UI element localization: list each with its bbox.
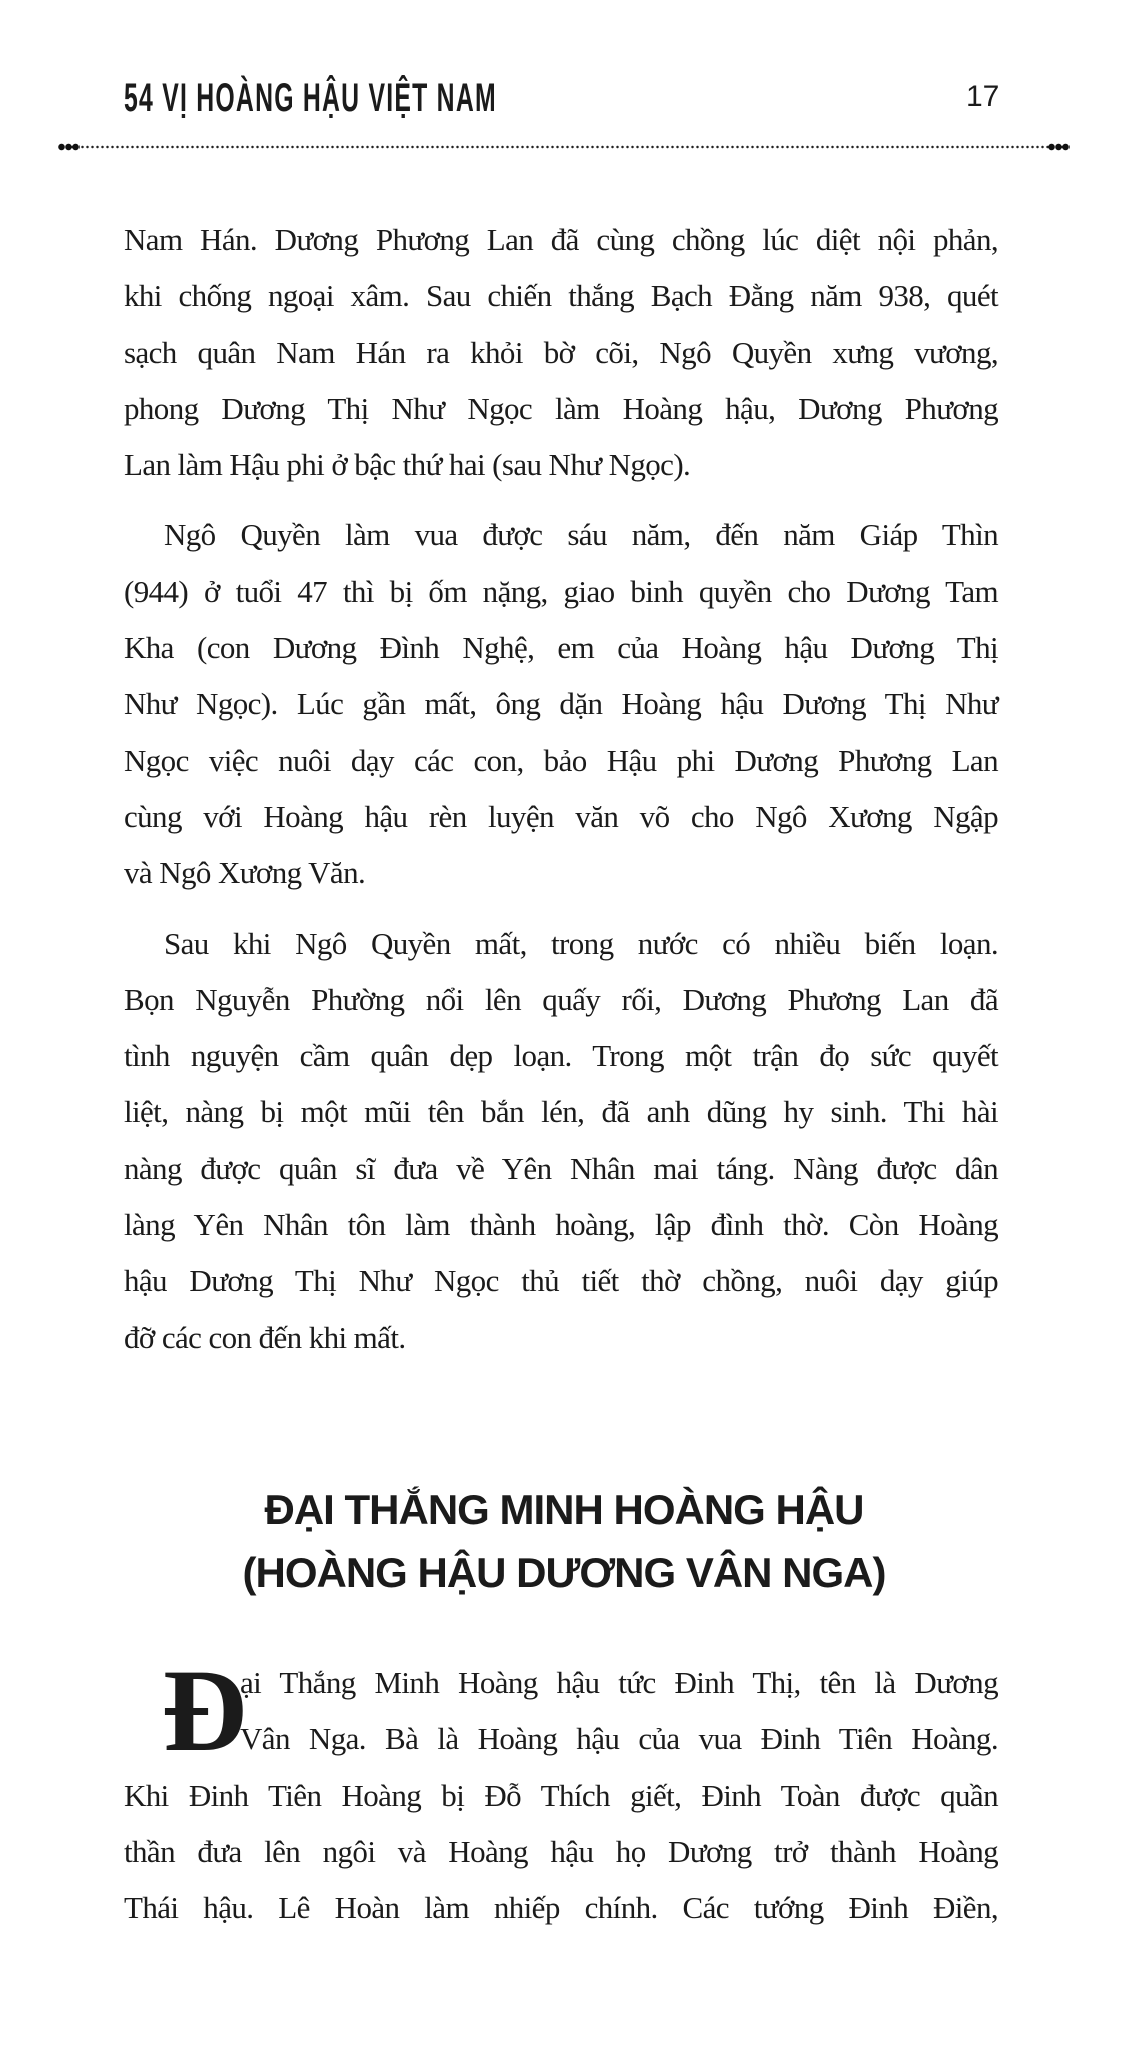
text-line: Kha (con Dương Đình Nghệ, em của Hoàng hậu Dương Thị [124,630,998,666]
text-line: Ngô Quyền làm vua được sáu năm, đến năm Giáp Thìn [164,517,998,553]
text-line: (944) ở tuổi 47 thì bị ốm nặng, giao binh quyền cho Dương Tam [124,573,998,609]
body-text [124,212,998,1380]
header-dotted-rule [60,144,1068,150]
text-line: sạch quân Nam Hán ra khỏi bờ cõi, Ngô Quyền xưng vương, [124,334,998,370]
text-line: hậu Dương Thị Như Ngọc thủ tiết thờ chồng, nuôi dạy giúp [124,1263,998,1299]
text-line: nàng được quân sĩ đưa về Yên Nhân mai táng. Nàng được dân [124,1150,998,1186]
text-line: và Ngô Xương Văn. [124,855,366,891]
drop-cap: Đ [162,1645,248,1776]
paragraph [124,916,998,1366]
text-line: Khi Đinh Tiên Hoàng bị Đỗ Thích giết, Đinh Toàn được quần [124,1777,998,1813]
paragraph [124,507,998,901]
text-line: Như Ngọc). Lúc gần mất, ông dặn Hoàng hậu Dương Thị Như [124,686,998,722]
text-line: Thái hậu. Lê Hoàn làm nhiếp chính. Các tướng Đinh Điền, [124,1890,998,1926]
page-number: 17 [966,80,1000,113]
text-line: khi chống ngoại xâm. Sau chiến thắng Bạch Đằng năm 938, quét [124,278,998,314]
text-line: Ngọc việc nuôi dạy các con, bảo Hậu phi Dương Phương Lan [124,742,998,778]
text-line: Sau khi Ngô Quyền mất, trong nước có nhiều biến loạn. [164,925,998,961]
text-line: cùng với Hoàng hậu rèn luyện văn võ cho Ngô Xương Ngập [124,798,998,834]
section-body [124,1645,998,1936]
section-heading-line-2: (HOÀNG HẬU DƯƠNG VÂN NGA) [242,1549,886,1596]
section-heading [0,1478,1128,1604]
text-line: Nam Hán. Dương Phương Lan đã cùng chồng lúc diệt nội phản, [124,222,998,257]
text-line: thần đưa lên ngôi và Hoàng hậu họ Dương trở thành Hoàng [124,1833,998,1869]
text-line: Lan làm Hậu phi ở bậc thứ hai (sau Như Ngọc). [124,447,691,483]
running-header-title: 54 VỊ HOÀNG HẬU VIỆT NAM [124,76,497,120]
paragraph [124,212,998,493]
text-line: đỡ các con đến khi mất. [124,1319,406,1355]
text-line: liệt, nàng bị một mũi tên bắn lén, đã anh dũng hy sinh. Thi hài [124,1094,998,1130]
text-line: ại Thắng Minh Hoàng hậu tức Đinh Thị, tên là Dương [240,1665,998,1700]
text-line: làng Yên Nhân tôn làm thành hoàng, lập đình thờ. Còn Hoàng [124,1207,998,1243]
text-line: phong Dương Thị Như Ngọc làm Hoàng hậu, Dương Phương [124,390,998,426]
text-line: Vân Nga. Bà là Hoàng hậu của vua Đinh Tiên Hoàng. [240,1721,998,1757]
text-line: tình nguyện cầm quân dẹp loạn. Trong một trận đọ sức quyết [124,1038,998,1074]
section-heading-line-1: ĐẠI THẮNG MINH HOÀNG HẬU [264,1486,864,1533]
text-line: Bọn Nguyễn Phường nổi lên quấy rối, Dương Phương Lan đã [124,981,998,1017]
